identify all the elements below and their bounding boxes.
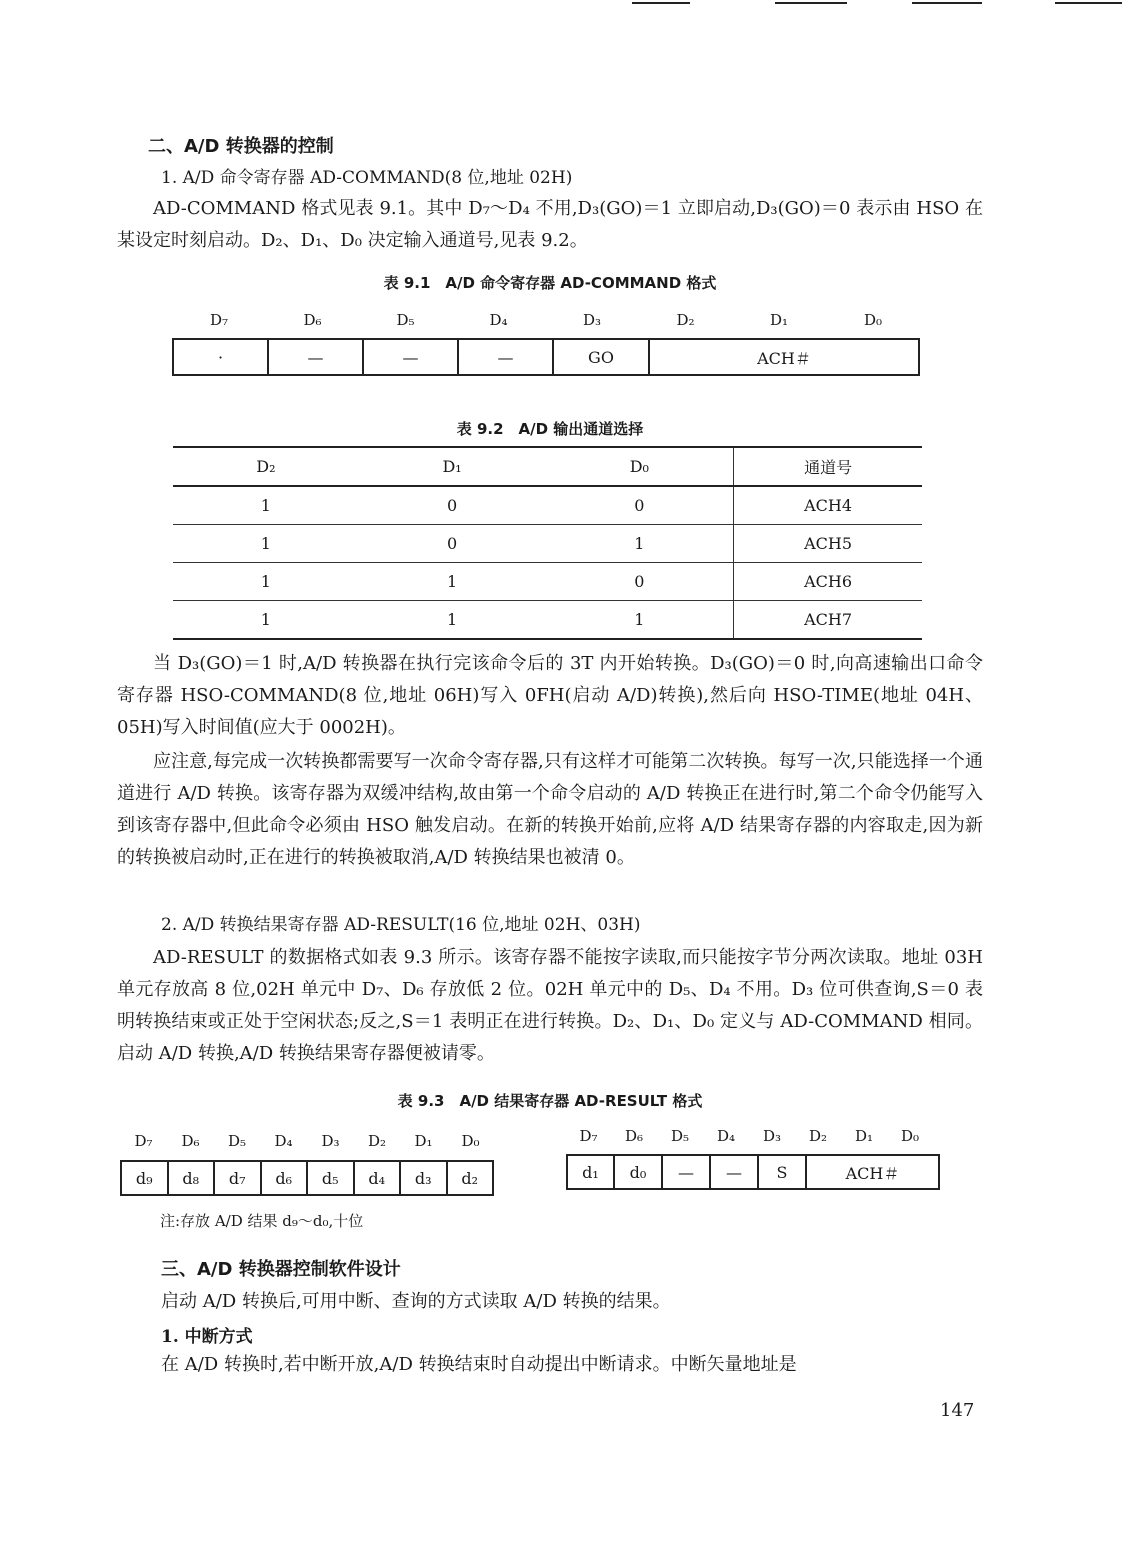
table-cell: — xyxy=(458,339,553,375)
bit-label: D₅ xyxy=(670,1127,690,1145)
table-cell: ACH4 xyxy=(734,486,922,525)
table-cell: ACH＃ xyxy=(806,1155,939,1189)
paragraph-text: 启动 A/D 转换后,可用中断、查询的方式读取 A/D 转换的结果。 xyxy=(161,1291,671,1312)
paragraph-text: AD-RESULT 的数据格式如表 9.3 所示。该寄存器不能按字读取,而只能按字节分两次读取。地址 03H 单元存放高 8 位,02H 单元中 D₇、D₆ 存放低 2 位。02H 单元中的 D₅、D₄ 不用。D₃ 位可供查询,S＝0 表明转换结束或正处于空闲状态;反之,S＝1 表明正在进行转换。D₂、D₁、D₀ 定义与 AD-COMMAND 相同。启动 A/D 转换,A/D 转换结果寄存器便被请零。 xyxy=(117,947,983,1064)
bit-label: D₅ xyxy=(227,1132,247,1150)
table-cell: d₀ xyxy=(614,1155,662,1189)
bit-label: D₂ xyxy=(676,311,695,329)
bit-label: D₀ xyxy=(900,1127,920,1145)
column-header: D₁ xyxy=(442,457,462,476)
bit-label: D₃ xyxy=(582,311,602,329)
table-cell: d₅ xyxy=(307,1161,354,1195)
bit-label: D₄ xyxy=(489,311,508,329)
table-caption: 表 9.1 A/D 命令寄存器 AD-COMMAND 格式 xyxy=(383,274,717,292)
section-title: 三、A/D 转换器控制软件设计 xyxy=(161,1259,401,1280)
subsection-title: 1. 中断方式 xyxy=(161,1327,253,1347)
table-row xyxy=(173,563,922,601)
table-cell: 1 xyxy=(634,610,645,629)
bit-label: D₅ xyxy=(396,311,415,329)
table-cell: 1 xyxy=(260,496,271,515)
table-9-2 xyxy=(173,446,922,640)
table-cell: · xyxy=(173,339,268,375)
paragraph xyxy=(117,942,983,1070)
table-cell: GO xyxy=(553,339,649,375)
bit-label: D₆ xyxy=(181,1132,200,1150)
paragraph xyxy=(117,193,983,257)
table-cell: S xyxy=(758,1155,806,1189)
table-cell: 0 xyxy=(447,496,458,515)
bit-label: D₂ xyxy=(367,1132,387,1150)
table-9-1 xyxy=(172,338,920,376)
table-cell: 0 xyxy=(447,534,458,553)
table-cell: 1 xyxy=(634,534,645,553)
table-9-3-low-byte xyxy=(566,1154,940,1190)
table-cell: ACH5 xyxy=(734,525,922,563)
table-cell: d₈ xyxy=(168,1161,215,1195)
table-header-row xyxy=(173,447,922,486)
paragraph xyxy=(117,648,983,744)
paragraph-text: 应注意,每完成一次转换都需要写一次命令寄存器,只有这样才可能第二次转换。每写一次,只能选择一个通道进行 A/D 转换。该寄存器为双缓冲结构,故由第一个命令启动的 A/D 转换正在进行时,第二个命令仍能写入到该寄存器中,但此命令必须由 HSO 触发启动。在新的转换开始前,应将 A/D 结果寄存器的内容取走,因为新的转换被启动时,正在进行的转换被取消,A/D 转换结果也被清 0。 xyxy=(117,751,983,868)
table-row xyxy=(173,339,919,375)
table-cell: 1 xyxy=(260,534,271,553)
table-row xyxy=(173,486,922,525)
bit-label: D₇ xyxy=(209,311,229,329)
bit-labels xyxy=(120,1132,494,1150)
bit-label: D₀ xyxy=(461,1132,480,1150)
section-title: 二、A/D 转换器的控制 xyxy=(148,136,334,157)
bit-label: D₄ xyxy=(716,1127,736,1145)
table-row xyxy=(567,1155,939,1189)
table-caption: 表 9.3 A/D 结果寄存器 AD-RESULT 格式 xyxy=(397,1092,703,1110)
paragraph-text: 当 D₃(GO)＝1 时,A/D 转换器在执行完该命令后的 3T 内开始转换。D₃(GO)＝0 时,向高速输出口命令寄存器 HSO-COMMAND(8 位,地址 06H)写入 0FH(启动 A/D)转换),然后向 HSO-TIME(地址 04H、05H)写入时间值(应大于 0002H)。 xyxy=(117,653,983,738)
top-rule xyxy=(775,2,847,4)
table-cell: ACH6 xyxy=(734,563,922,601)
bit-label: D₁ xyxy=(414,1132,433,1150)
subsection-title: 1. A/D 命令寄存器 AD-COMMAND(8 位,地址 02H) xyxy=(161,168,573,188)
column-header: D₂ xyxy=(256,457,276,476)
paragraph-text: AD-COMMAND 格式见表 9.1。其中 D₇～D₄ 不用,D₃(GO)＝1 立即启动,D₃(GO)＝0 表示由 HSO 在某设定时刻启动。D₂、D₁、D₀ 决定输入通道号,见表 9.2。 xyxy=(117,198,983,251)
column-header: 通道号 xyxy=(734,447,922,486)
table-row xyxy=(121,1161,493,1195)
table-9-3-high-byte xyxy=(120,1160,494,1196)
table-cell: — xyxy=(710,1155,758,1189)
table-cell: 0 xyxy=(634,572,645,591)
table-cell: d₇ xyxy=(214,1161,261,1195)
table-cell: 1 xyxy=(447,572,458,591)
bit-label: D₇ xyxy=(579,1127,598,1145)
table-cell: d₄ xyxy=(354,1161,401,1195)
table-cell: d₃ xyxy=(400,1161,447,1195)
bit-labels xyxy=(566,1127,940,1145)
table-cell: ACH＃ xyxy=(649,339,919,375)
bit-label: D₃ xyxy=(321,1132,340,1150)
bit-label: D₇ xyxy=(134,1132,153,1150)
table-cell: d₁ xyxy=(567,1155,614,1189)
table-cell: — xyxy=(268,339,363,375)
bit-label: D₆ xyxy=(624,1127,644,1145)
bit-label: D₃ xyxy=(762,1127,782,1145)
table-cell: 1 xyxy=(260,572,271,591)
subsection-title: 2. A/D 转换结果寄存器 AD-RESULT(16 位,地址 02H、03H) xyxy=(161,915,641,935)
paragraph-text: 在 A/D 转换时,若中断开放,A/D 转换结束时自动提出中断请求。中断矢量地址是 xyxy=(161,1354,797,1375)
table-cell: 1 xyxy=(260,610,271,629)
paragraph xyxy=(117,746,983,874)
table-cell: d₆ xyxy=(261,1161,308,1195)
table-cell: — xyxy=(363,339,458,375)
bit-label: D₁ xyxy=(854,1127,874,1145)
table-cell: 1 xyxy=(447,610,458,629)
top-rule xyxy=(912,2,982,4)
table-cell: — xyxy=(662,1155,710,1189)
table-cell: d₉ xyxy=(121,1161,168,1195)
top-rule xyxy=(632,2,690,4)
bit-label: D₁ xyxy=(769,311,789,329)
bit-label: D₆ xyxy=(303,311,322,329)
table-caption: 表 9.2 A/D 输出通道选择 xyxy=(456,420,644,438)
table-row xyxy=(173,525,922,563)
top-rule xyxy=(1055,2,1122,4)
table-cell: d₂ xyxy=(447,1161,494,1195)
column-header: D₀ xyxy=(629,457,649,476)
page-number: 147 xyxy=(940,1400,975,1421)
table-cell: ACH7 xyxy=(734,601,922,640)
table-note: 注:存放 A/D 结果 d₉～d₀,十位 xyxy=(160,1212,364,1230)
table-row xyxy=(173,601,922,640)
bit-labels xyxy=(172,311,920,329)
bit-label: D₄ xyxy=(274,1132,293,1150)
bit-label: D₂ xyxy=(808,1127,828,1145)
table-cell: 0 xyxy=(634,496,645,515)
bit-label: D₀ xyxy=(863,311,883,329)
